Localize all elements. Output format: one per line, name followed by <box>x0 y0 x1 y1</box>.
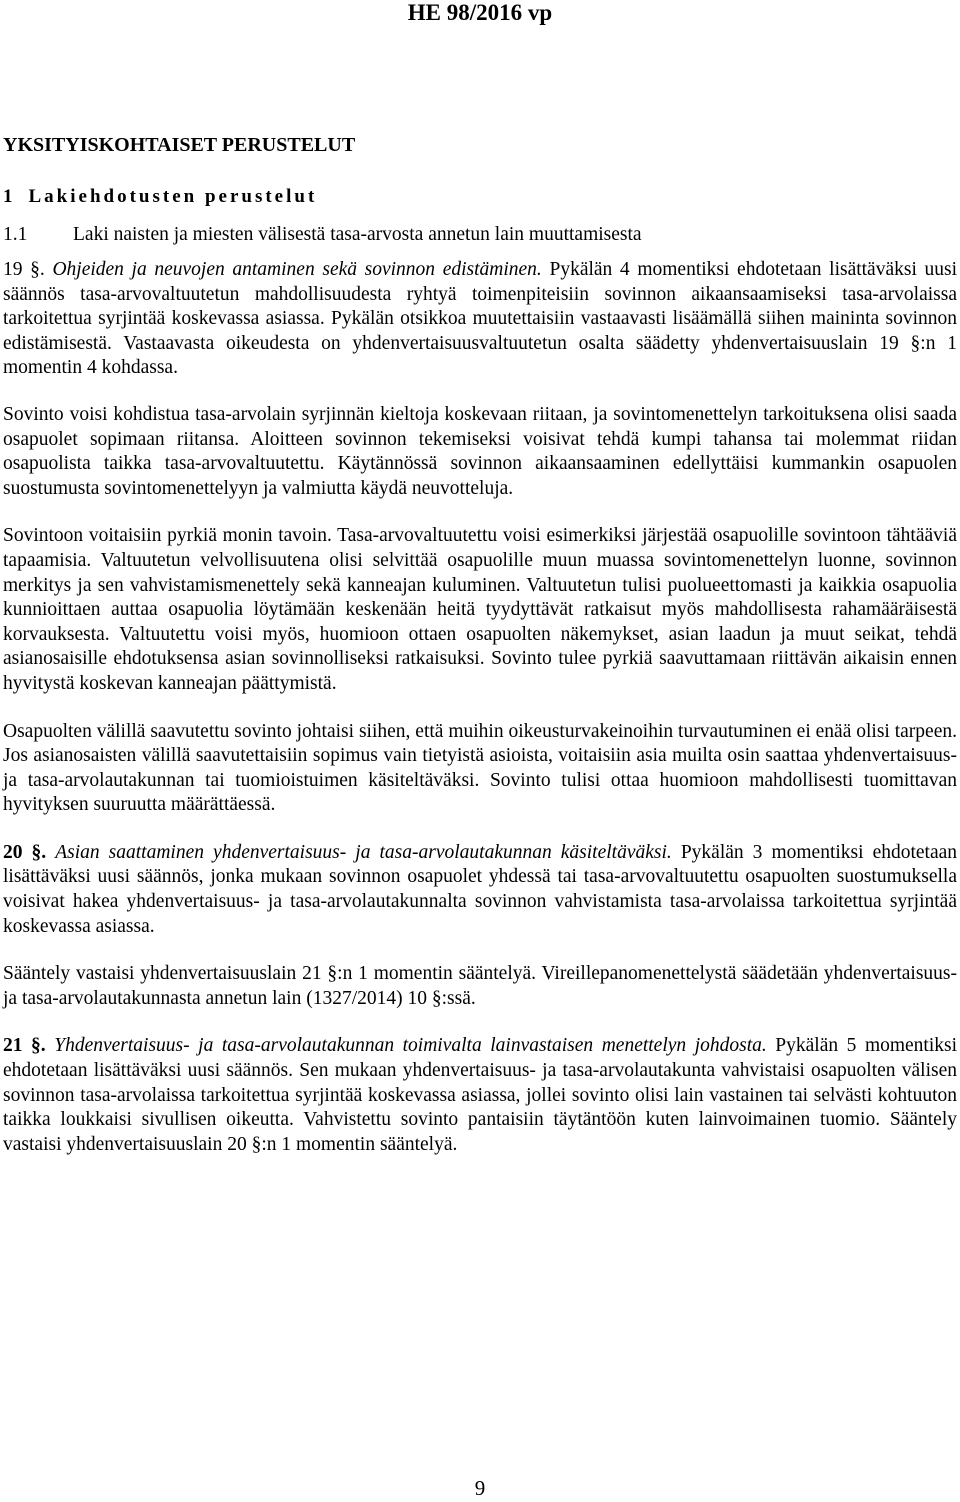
paragraph-sovintoon: Sovintoon voitaisiin pyrkiä monin tavoin. Tasa-arvovaltuutettu voisi esimerkiksi järjestää osapuolille sovintoon tähtääviä tapaamisia. Valtuutetun velvollisuutena olisi selvittää osapuolille muun muassa sovintomenettelyn luonne, sovinnon merkitys ja sen vahvistamismenettely sekä kanneajan kuluminen. Valtuutetun tulisi puolueettomasti ja kaikkia osapuolia kunnioittaen auttaa osapuolia löytämään keskenään heitä tyydyttävät ratkaisut myös mahdollisesta rahamääräisestä korvauksesta. Valtuutettu voisi myös, huomioon ottaen osapuolten näkemykset, asian laadun ja muut seikat, tehdä asianosaisille ehdotuksensa asian sovinnolliseksi ratkaisuksi. Sovinto tulee pyrkiä saavuttamaan riittävän aikaisin ennen hyvitystä koskevan kanneajan päättymistä. <box>3 525 957 694</box>
section-20-sign: §. <box>31 841 47 863</box>
page-number: 9 <box>474 1476 486 1500</box>
paragraph-saantely: Sääntely vastaisi yhdenvertaisuuslain 21 §:n 1 momentin sääntelyä. Vireillepanomenettelystä säädetään yhdenvertaisuus- ja tasa-arvolautakunnasta annetun lain (1327/2014) 10 §:ssä. <box>3 963 957 1009</box>
section-title: Laki naisten ja miesten välisestä tasa-arvosta annetun lain muuttamisesta <box>73 224 642 245</box>
section-20-title: Asian saattaminen yhdenvertaisuus- ja tasa-arvolautakunnan käsiteltäväksi. <box>55 841 672 863</box>
section-21-paragraph <box>3 1034 957 1157</box>
paragraph-osapuolten: Osapuolten välillä saavutettu sovinto johtaisi siihen, että muihin oikeusturvakeinoihin turvautuminen ei enää olisi tarpeen. Jos asianosaisten välillä saavutettaisiin sopimus vain tietyistä asioista, voitaisiin asia muilta osin saattaa yhdenvertaisuus- ja tasa-arvolautakunnan tai tuomioistuimen käsiteltäväksi. Sovinto tulisi ottaa huomioon mahdollisesti tuomittavan hyvityksen suuruutta määrättäessä. <box>3 720 957 816</box>
section-19-text: Pykälän 4 momentiksi ehdotetaan lisättäväksi uusi säännös tasa-arvovaltuutetun mahdollisuudesta ryhtyä toimenpiteisiin sovinnon aikaansaamiseksi tasa-arvolaissa tarkoitettua syrjintää koskevassa asiassa. Pykälän otsikkoa muutettaisiin vastaavasti lisäämällä siihen maininta sovinnon edistämisestä. Vastaavasta oikeudesta on yhdenvertaisuusvaltuutetun osalta säädetty yhdenvertaisuuslain 19 §:n 1 momentin 4 kohdassa. <box>3 259 958 379</box>
section-number: 1.1 <box>3 224 28 245</box>
section-21-sign: §. <box>31 1035 46 1057</box>
document-id-header: HE 98/2016 vp <box>407 0 553 25</box>
section-21-text: Pykälän 5 momentiksi ehdotetaan lisättäväksi uusi säännös. Sen mukaan yhdenvertaisuus- ja tasa-arvolautakunta vahvistaisi osapuolten välisen sovinnon tasa-arvolaissa tarkoitettua syrjintää koskevassa asiassa, jollei sovinto olisi lain vastainen tai selvästi kohtuuton taikka loukkaisi sivullisen oikeutta. Vahvistettu sovinto pantaisiin täytäntöön kuten lainvoimainen tuomio. Sääntely vastaisi yhdenvertaisuuslain 20 §:n 1 momentin sääntelyä. <box>3 1035 958 1155</box>
section-19-number: 19 <box>3 259 23 280</box>
section-20-number: 20 <box>3 841 23 863</box>
chapter-number: 1 <box>3 186 13 207</box>
section-21-number: 21 <box>3 1035 23 1057</box>
paragraph-sovinto: Sovinto voisi kohdistua tasa-arvolain syrjinnän kieltoja koskevaan riitaan, ja sovintomenettelyn tarkoituksena olisi saada osapuolet sopimaan riitansa. Aloitteen sovinnon tekemiseksi voisivat tehdä kumpi tahansa tai molemmat riidan osapuolista taikka tasa-arvovaltuutettu. Käytännössä sovinnon aikaansaaminen edellyttäisi kummankin osapuolen suostumusta sovintomenettelyyn ja valmiutta käydä neuvotteluja. <box>3 403 957 499</box>
document-body <box>3 132 957 1157</box>
section-19-title: Ohjeiden ja neuvojen antaminen sekä sovinnon edistäminen. <box>52 259 542 280</box>
section-19-sign: §. <box>30 259 45 280</box>
section-heading <box>3 222 957 248</box>
section-20-text: Pykälän 3 momentiksi ehdotetaan lisättäväksi uusi säännös, jonka mukaan sovinnon osapuolet yhdessä tai tasa-arvovaltuutettu osapuolten suostumuksella voisivat hakea yhdenvertaisuus- ja tasa-arvolautakunnalta sovinnon vahvistamista tasa-arvolaissa tarkoitettua syrjintää koskevassa asiassa. <box>3 841 958 937</box>
section-20-paragraph <box>3 841 957 939</box>
section-21-title: Yhdenvertaisuus- ja tasa-arvolautakunnan toimivalta lainvastaisen menettelyn johdosta. <box>54 1035 767 1057</box>
section-19-paragraph <box>3 258 957 381</box>
chapter-heading <box>3 184 957 210</box>
main-heading: YKSITYISKOHTAISET PERUSTELUT <box>3 134 356 156</box>
chapter-title: Lakiehdotusten perustelut <box>28 186 318 207</box>
